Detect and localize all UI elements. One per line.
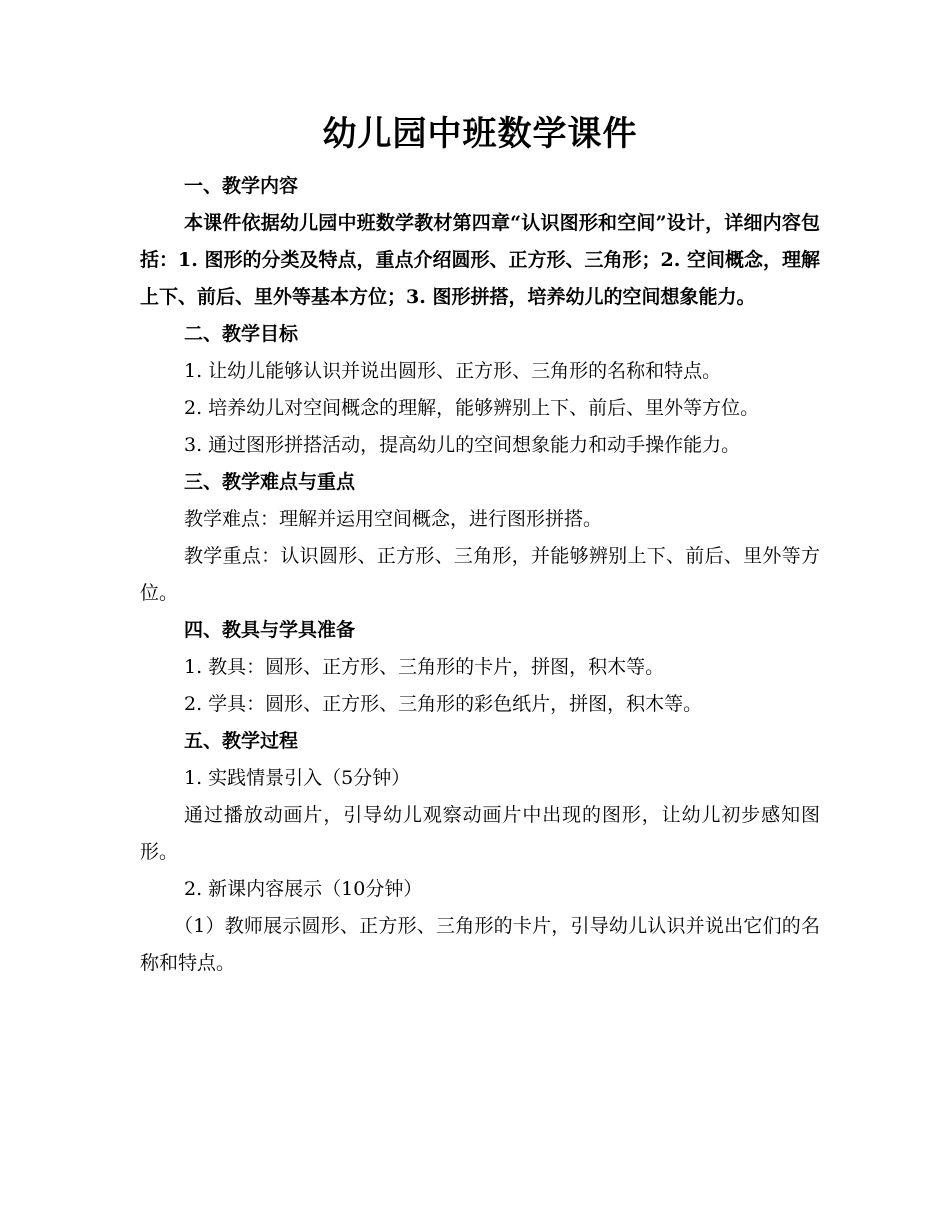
section-heading: 四、教具与学具准备 bbox=[184, 619, 356, 641]
section-paragraph: 通过播放动画片，引导幼儿观察动画片中出现的图形，让幼儿初步感知图形。 bbox=[140, 804, 820, 863]
document-title: 幼儿园中班数学课件 bbox=[322, 114, 638, 154]
section-teaching-content bbox=[140, 168, 820, 316]
section-paragraph: 2. 新课内容展示（10分钟） bbox=[184, 878, 423, 900]
section-heading: 一、教学内容 bbox=[184, 175, 299, 197]
section-paragraph: 3. 通过图形拼搭活动，提高幼儿的空间想象能力和动手操作能力。 bbox=[184, 434, 741, 456]
section-heading: 二、教学目标 bbox=[184, 323, 299, 345]
section-teaching-goals bbox=[140, 316, 820, 464]
section-paragraph: （1）教师展示圆形、正方形、三角形的卡片，引导幼儿认识并说出它们的名称和特点。 bbox=[140, 915, 820, 974]
section-paragraph: 1. 教具：圆形、正方形、三角形的卡片，拼图，积木等。 bbox=[184, 656, 665, 678]
section-paragraph: 1. 让幼儿能够认识并说出圆形、正方形、三角形的名称和特点。 bbox=[184, 360, 722, 382]
section-teaching-process bbox=[140, 723, 820, 982]
section-paragraph: 本课件依据幼儿园中班数学教材第四章“认识图形和空间”设计，详细内容包括：1. 图形的分类及特点，重点介绍圆形、正方形、三角形；2. 空间概念，理解上下、前后、里外等基本方位；3. 图形拼搭，培养幼儿的空间想象能力。 bbox=[140, 212, 820, 308]
section-teaching-aids bbox=[140, 612, 820, 723]
section-paragraph: 教学难点：理解并运用空间概念，进行图形拼搭。 bbox=[184, 508, 603, 530]
section-paragraph: 2. 培养幼儿对空间概念的理解，能够辨别上下、前后、里外等方位。 bbox=[184, 397, 760, 419]
section-paragraph: 2. 学具：圆形、正方形、三角形的彩色纸片，拼图，积木等。 bbox=[184, 693, 703, 715]
section-paragraph: 教学重点：认识圆形、正方形、三角形，并能够辨别上下、前后、里外等方位。 bbox=[140, 545, 820, 604]
section-paragraph: 1. 实践情景引入（5分钟） bbox=[184, 767, 411, 789]
section-heading: 三、教学难点与重点 bbox=[184, 471, 356, 493]
document-page bbox=[140, 108, 820, 982]
section-heading: 五、教学过程 bbox=[184, 730, 299, 752]
section-difficulties-key-points bbox=[140, 464, 820, 612]
